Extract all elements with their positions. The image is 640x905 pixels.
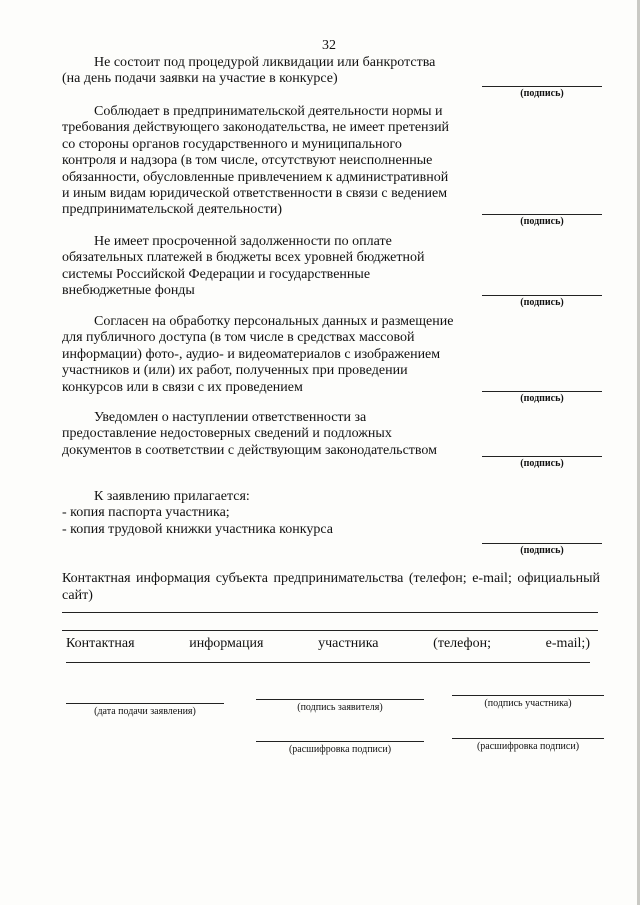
statement-line: предпринимательской деятельности) <box>62 202 283 218</box>
statement-line: Уведомлен о наступлении ответственности за <box>94 410 367 425</box>
attachment-item: - копия трудовой книжки участника конкурса <box>62 521 333 537</box>
participant-signature-line[interactable] <box>452 695 604 696</box>
contact-participant-word: (телефон; <box>433 636 491 651</box>
statement-line: конкурсов или в связи с их проведением <box>62 379 303 395</box>
statement-no-liquidation <box>62 55 455 88</box>
contact-participant-label <box>66 636 590 652</box>
attachments-list <box>62 489 455 538</box>
statement-line: участников и (или) их работ, полученных при проведении <box>62 363 408 379</box>
statement-line: Не имеет просроченной задолженности по оплате <box>94 234 392 249</box>
attachments-heading: К заявлению прилагается: <box>94 489 250 504</box>
signature-line[interactable] <box>482 543 602 544</box>
statement-line: системы Российской Федерации и государственные <box>62 266 371 282</box>
applicant-signature-line[interactable] <box>256 699 424 700</box>
statement-liability <box>62 410 455 459</box>
participant-decode-caption: (расшифровка подписи) <box>476 741 580 752</box>
signature-line[interactable] <box>482 86 602 87</box>
signature-caption: (подпись) <box>520 393 564 404</box>
statement-line: контроля и надзора (в том числе, отсутствуют неисполненные <box>62 153 433 169</box>
statement-compliance <box>62 104 455 219</box>
statement-line: (на день подачи заявки на участие в конкурсе) <box>62 71 338 87</box>
statement-consent <box>62 314 455 396</box>
statement-line: Не состоит под процедурой ликвидации или банкротства <box>94 55 436 70</box>
statement-line: обязанности, обусловленные привлечением к административной <box>62 169 449 185</box>
statement-line: и иным видам юридической ответственности в связи с ведением <box>62 186 448 202</box>
statement-no-debt <box>62 234 455 300</box>
contact-participant-word: e-mail;) <box>545 636 590 651</box>
applicant-signature-caption: (подпись заявителя) <box>297 702 383 713</box>
contact-participant-word: Контактная <box>66 636 135 651</box>
contact-participant-word: информация <box>189 636 264 651</box>
statement-line: Согласен на обработку персональных данных и размещение <box>94 314 454 329</box>
contact-participant-line[interactable] <box>66 662 590 663</box>
signature-line[interactable] <box>482 391 602 392</box>
signature-caption: (подпись) <box>520 297 564 308</box>
statement-line: Соблюдает в предпринимательской деятельности нормы и <box>94 104 443 119</box>
applicant-decode-caption: (расшифровка подписи) <box>288 744 392 755</box>
participant-signature-caption: (подпись участника) <box>484 698 572 709</box>
attachment-item: - копия паспорта участника; <box>62 505 230 521</box>
signature-caption: (подпись) <box>520 458 564 469</box>
statement-line: для публичного доступа (в том числе в средствах массовой <box>62 330 415 346</box>
date-line[interactable] <box>66 703 224 704</box>
statement-line: предоставление недостоверных сведений и подложных <box>62 426 392 442</box>
contact-participant-word: участника <box>318 636 379 651</box>
page-number: 32 <box>322 38 336 53</box>
signature-line[interactable] <box>482 456 602 457</box>
contact-entrepreneur-line-2[interactable] <box>62 630 598 631</box>
signature-line[interactable] <box>482 295 602 296</box>
applicant-decode-line[interactable] <box>256 741 424 742</box>
signature-caption: (подпись) <box>520 216 564 227</box>
statement-line: внебюджетные фонды <box>62 283 195 299</box>
contact-entrepreneur-label: Контактная информация субъекта предпринимательства (телефон; e-mail; официальный сайт) <box>62 571 600 603</box>
date-caption: (дата подачи заявления) <box>94 706 196 717</box>
statement-line: обязательных платежей в бюджеты всех уровней бюджетной <box>62 250 425 266</box>
statement-line: документов в соответствии с действующим законодательством <box>62 442 438 458</box>
statement-line: информации) фото-, аудио- и видеоматериалов с изображением <box>62 346 441 362</box>
signature-line[interactable] <box>482 214 602 215</box>
contact-entrepreneur-line-1[interactable] <box>62 612 598 613</box>
signature-caption: (подпись) <box>520 545 564 556</box>
statement-line: требования действующего законодательства, не имеет претензий <box>62 120 450 136</box>
signature-caption: (подпись) <box>520 88 564 99</box>
statement-line: со стороны органов государственного и муниципального <box>62 136 402 152</box>
participant-decode-line[interactable] <box>452 738 604 739</box>
